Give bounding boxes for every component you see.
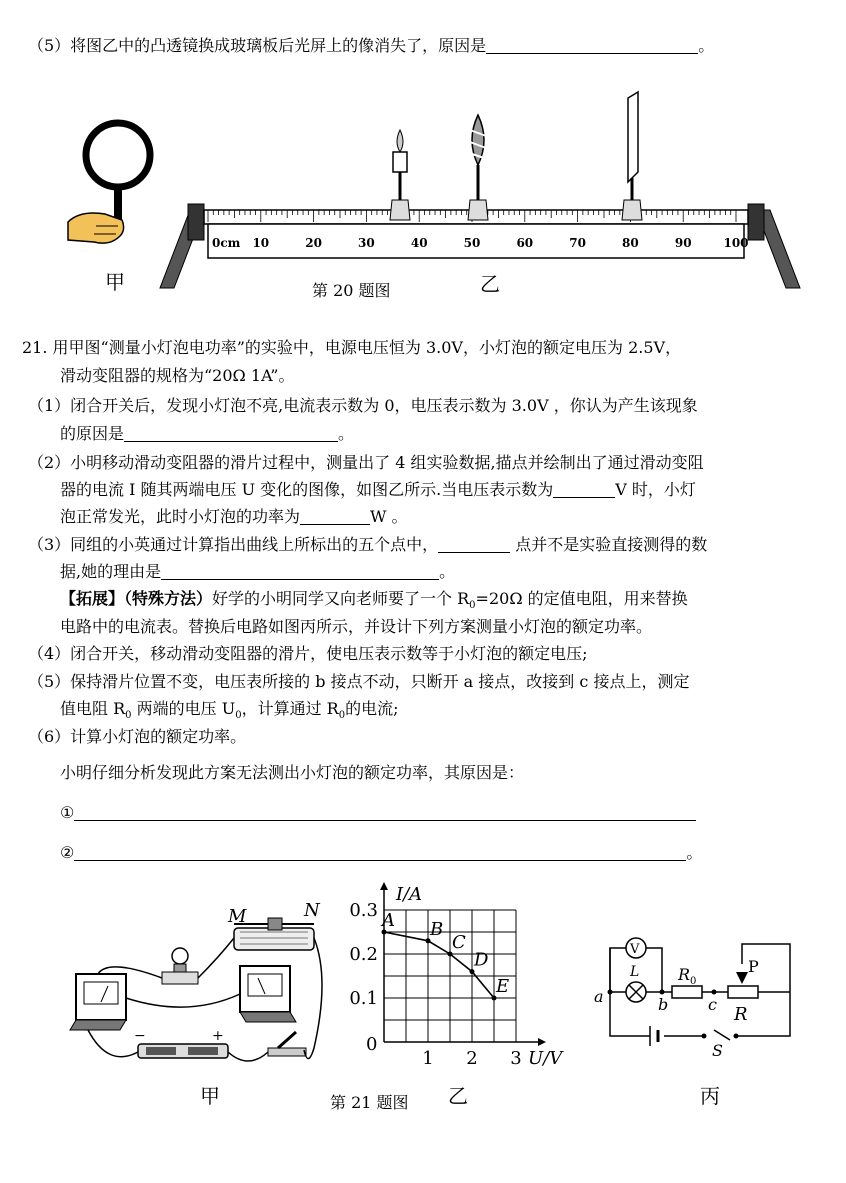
q21-analysis: 小明仔细分析发现此方案无法测出小灯泡的额定功率，其原因是： [60, 763, 525, 782]
ruler-tick-label: 70 [569, 236, 586, 250]
y-tick-label: 0.3 [349, 900, 378, 921]
q21-part3: （3）同组的小英通过计算指出曲线上所标出的五个点中， 点并不是实验直接测得的数 [28, 535, 708, 554]
fixed-resistor-icon [672, 986, 702, 998]
svg-text:N: N [304, 900, 320, 921]
data-point-label: E [496, 976, 510, 997]
fig20-caption: 第 20 题图 [312, 281, 391, 300]
ruler-tick-label: 10 [252, 236, 270, 250]
fig20-magnifier [60, 110, 160, 260]
svg-text:b: b [658, 995, 669, 1014]
q21-part6: （6）计算小灯泡的额定功率。 [28, 727, 247, 746]
q21-extension: 【拓展】（特殊方法）好学的小明同学又向老师要了一个 $R_0=20\Omega$ 的定值电阻，用来替换 [60, 589, 688, 612]
q21-part2-cont2: 泡正常发光，此时小灯泡的功率为 W 。 [60, 507, 408, 526]
y-tick-label: 0.2 [349, 944, 378, 965]
q20-part5: （5）将图乙中的凸透镜换成玻璃板后光屏上的像消失了，原因是 。 [28, 36, 715, 55]
q21-part2-cont: 器的电流 I 随其两端电压 U 变化的图像，如图乙所示.当电压表示数为 V 时，小灯 [60, 480, 696, 499]
convex-lens-icon [468, 115, 488, 220]
x-axis-arrow [538, 1038, 546, 1046]
switch-label: S [712, 1041, 723, 1060]
fig21-caption: 第 21 题图 [330, 1093, 409, 1112]
fig21-label-jia: 甲 [200, 1084, 220, 1108]
fig21-label-bing: 丙 [700, 1084, 720, 1108]
svg-text:M: M [228, 906, 247, 927]
fig21-circuit-diagram [590, 928, 820, 1058]
x-axis-label: U/V [528, 1048, 563, 1069]
q21-stem: 21. 用甲图“测量小灯泡电功率”的实验中，电源电压恒为 3.0V，小灯泡的额定电压为 2.5V， [22, 338, 682, 357]
data-point-label: B [430, 918, 444, 940]
fig21-apparatus [68, 898, 330, 1076]
q21-part5: （5）保持滑片位置不变，电压表所接的 b 接点不动，只断开 a 接点，改接到 c 接点上，测定 [28, 672, 690, 691]
lamp-symbol-icon [626, 982, 646, 1002]
data-point-label: A [382, 910, 395, 931]
svg-text:R: R [678, 965, 691, 984]
q21-answer-1: ① [60, 802, 696, 824]
x-tick-label: 1 [422, 1048, 434, 1069]
switch-icon [268, 1032, 306, 1056]
svg-text:0: 0 [690, 976, 697, 987]
answer-blank[interactable] [438, 536, 510, 553]
q21-part1: （1）闭合开关后，发现小灯泡不亮,电流表示数为 0，电压表示数为 3.0V ，你认为产生该现象 [28, 396, 698, 415]
data-point-label: D [474, 949, 489, 971]
svg-text:c: c [708, 995, 717, 1014]
ammeter-icon [70, 974, 126, 1030]
svg-text:R: R [734, 1004, 748, 1025]
ruler-tick-label: 90 [674, 236, 692, 250]
fig21-iu-graph [340, 878, 570, 1078]
y-axis-label: I/A [396, 884, 423, 905]
answer-blank[interactable] [486, 37, 698, 54]
ruler-tick-label: 20 [305, 236, 322, 250]
answer-blank[interactable] [161, 563, 439, 580]
q21-part1-cont: 的原因是 。 [60, 424, 355, 443]
x-tick-label: 2 [466, 1048, 478, 1069]
q21-extension-cont: 电路中的电流表。替换后电路如图丙所示，并设计下列方案测量小灯泡的额定功率。 [60, 617, 653, 636]
ruler-tick-label: 60 [516, 236, 534, 250]
answer-blank[interactable] [300, 508, 370, 525]
q21-part3-cont: 据,她的理由是 。 [60, 562, 456, 581]
q21-part2: （2）小明移动滑动变阻器的滑片过程中，测量出了 4 组实验数据,描点并绘制出了通过滑动变阻 [28, 453, 704, 472]
fig20-optical-bench [160, 90, 800, 295]
ruler-tick-label: 50 [463, 236, 481, 250]
answer-blank[interactable] [553, 481, 615, 498]
ruler-unit-label: 0cm [212, 236, 241, 250]
ruler-tick-label: 80 [622, 236, 639, 250]
fig20-label-jia: 甲 [105, 270, 125, 294]
svg-text:−: − [134, 1028, 146, 1044]
rheostat-symbol-icon [728, 986, 758, 998]
answer-blank[interactable] [74, 844, 686, 861]
svg-text:+: + [212, 1028, 224, 1044]
svg-text:V: V [630, 942, 640, 957]
y-axis-arrow [380, 882, 388, 890]
x-tick-label: 3 [510, 1048, 522, 1069]
q21-part5-cont: 值电阻 $R_0$ 两端的电压 $U_0$，计算通过 $R_0$的电流; [60, 699, 399, 722]
q21-answer-2: ② 。 [60, 843, 703, 862]
candle-icon [390, 130, 410, 220]
answer-blank[interactable] [74, 804, 696, 821]
fig20-label-yi: 乙 [480, 272, 500, 296]
y-tick-label: 0.1 [349, 988, 378, 1009]
q21-stem-cont: 滑动变阻器的规格为“20Ω 1A”。 [60, 366, 295, 385]
svg-text:L: L [630, 964, 640, 980]
ruler-tick-label: 30 [358, 236, 375, 250]
svg-text:a: a [594, 987, 604, 1006]
svg-text:P: P [748, 957, 759, 976]
light-screen-icon [622, 92, 642, 220]
data-point-label: C [452, 932, 466, 953]
fig21-label-yi: 乙 [448, 1084, 468, 1108]
light-bulb-icon [162, 948, 198, 984]
answer-blank[interactable] [124, 425, 338, 442]
q21-part4: （4）闭合开关，移动滑动变阻器的滑片，使电压表示数等于小灯泡的额定电压; [28, 644, 588, 663]
voltmeter-icon [240, 966, 296, 1022]
origin-label: 0 [366, 1034, 378, 1055]
ruler-tick-label: 100 [723, 236, 749, 250]
ruler-tick-label: 40 [410, 236, 428, 250]
battery-icon [134, 1028, 228, 1058]
